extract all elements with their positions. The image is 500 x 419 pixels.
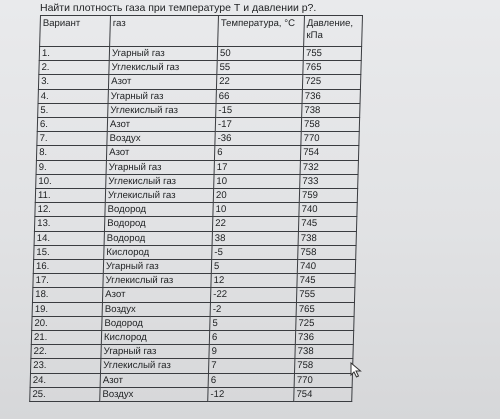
cell-gas: Азот xyxy=(108,75,216,89)
cell-gas: Азот xyxy=(107,118,215,132)
table-row xyxy=(38,103,360,117)
cell-pressure: 755 xyxy=(296,288,354,302)
cell-pressure: 745 xyxy=(297,274,355,288)
cell-pressure: 745 xyxy=(298,217,356,231)
table-row xyxy=(35,203,357,217)
cell-variant: 17. xyxy=(33,274,103,288)
cell-temperature: 10 xyxy=(213,203,299,217)
cell-variant: 23. xyxy=(30,359,100,373)
table-row xyxy=(36,146,358,160)
cell-pressure: 759 xyxy=(299,189,357,203)
cell-temperature: 6 xyxy=(208,373,294,387)
cell-temperature: -22 xyxy=(210,288,296,302)
cell-temperature: 5 xyxy=(210,316,296,330)
cell-temperature: 22 xyxy=(212,217,298,231)
table-header-row xyxy=(40,16,363,47)
cell-gas: Воздух xyxy=(102,302,210,316)
table-row xyxy=(31,345,353,359)
header-pressure: Давление, кПа xyxy=(304,16,363,47)
cell-gas: Азот xyxy=(106,146,214,160)
cell-temperature: 22 xyxy=(216,75,302,89)
cell-variant: 13. xyxy=(34,217,104,231)
cell-temperature: 20 xyxy=(213,189,299,203)
cell-variant: 15. xyxy=(34,245,104,259)
cell-gas: Водород xyxy=(104,217,212,231)
cell-gas: Воздух xyxy=(100,387,208,401)
cell-variant: 7. xyxy=(37,132,107,146)
table-row xyxy=(37,132,359,146)
cell-gas: Углекислый газ xyxy=(106,174,214,188)
cell-pressure: 733 xyxy=(300,174,358,188)
cell-pressure: 738 xyxy=(302,103,360,117)
cell-variant: 12. xyxy=(35,203,105,217)
cell-pressure: 758 xyxy=(301,118,359,132)
table-row xyxy=(33,260,355,274)
table-row xyxy=(30,359,352,373)
table-row xyxy=(32,302,354,316)
cell-gas: Водород xyxy=(102,316,210,330)
cell-temperature: -17 xyxy=(215,118,301,132)
cell-gas: Угарный газ xyxy=(101,345,209,359)
cell-gas: Кислород xyxy=(104,245,212,259)
cell-pressure: 736 xyxy=(295,331,353,345)
cell-pressure: 725 xyxy=(302,75,360,89)
cell-gas: Воздух xyxy=(107,132,215,146)
cell-temperature: -36 xyxy=(215,132,301,146)
cell-pressure: 732 xyxy=(300,160,358,174)
cell-pressure: 765 xyxy=(303,61,361,75)
table-row xyxy=(38,75,360,89)
cell-gas: Углекислый газ xyxy=(108,103,216,117)
table-row xyxy=(31,331,353,345)
cell-gas: Азот xyxy=(100,373,208,387)
cell-variant: 3. xyxy=(38,75,108,89)
table-row xyxy=(32,316,354,330)
cell-variant: 21. xyxy=(31,331,101,345)
table-row xyxy=(39,47,361,61)
cell-temperature: 66 xyxy=(216,89,302,103)
table-row xyxy=(34,217,356,231)
header-gas: газ xyxy=(110,16,219,47)
cell-temperature: 17 xyxy=(214,160,300,174)
table-row xyxy=(32,288,354,302)
cell-pressure: 758 xyxy=(298,245,356,259)
cell-variant: 5. xyxy=(38,103,108,117)
cell-temperature: -12 xyxy=(208,387,294,401)
cell-gas: Кислород xyxy=(101,331,209,345)
cell-variant: 24. xyxy=(30,373,100,387)
table-row xyxy=(33,274,355,288)
cell-gas: Водород xyxy=(105,203,213,217)
cell-gas: Угарный газ xyxy=(109,47,217,61)
cell-variant: 16. xyxy=(33,260,103,274)
cell-variant: 19. xyxy=(32,302,102,316)
cell-variant: 1. xyxy=(39,47,109,61)
cell-variant: 20. xyxy=(32,316,102,330)
cell-variant: 10. xyxy=(36,174,106,188)
cell-pressure: 738 xyxy=(298,231,356,245)
mouse-pointer-icon xyxy=(350,362,364,378)
cell-gas: Углекислый газ xyxy=(103,274,211,288)
cell-gas: Углекислый газ xyxy=(109,61,217,75)
cell-temperature: 6 xyxy=(214,146,300,160)
cell-pressure: 754 xyxy=(294,387,352,401)
table-row xyxy=(35,189,357,203)
cell-temperature: 38 xyxy=(212,231,298,245)
cell-variant: 25. xyxy=(30,387,100,401)
cell-pressure: 738 xyxy=(295,345,353,359)
cell-temperature: 12 xyxy=(211,274,297,288)
cell-pressure: 740 xyxy=(299,203,357,217)
table-row xyxy=(36,174,358,188)
cell-temperature: 5 xyxy=(211,260,297,274)
cell-variant: 14. xyxy=(34,231,104,245)
cell-gas: Водород xyxy=(104,231,212,245)
cell-variant: 6. xyxy=(37,118,107,132)
cell-pressure: 758 xyxy=(294,359,352,373)
task-heading: Найти плотность газа при температуре Т и давлении р?. xyxy=(40,2,317,14)
cell-gas: Угарный газ xyxy=(106,160,214,174)
table-row xyxy=(38,89,360,103)
cell-temperature: 6 xyxy=(209,331,295,345)
cell-pressure: 765 xyxy=(296,302,354,316)
cell-temperature: -15 xyxy=(216,103,302,117)
cell-pressure: 725 xyxy=(296,316,354,330)
cell-gas: Азот xyxy=(102,288,210,302)
cell-pressure: 770 xyxy=(294,373,352,387)
cell-gas: Угарный газ xyxy=(108,89,216,103)
cell-temperature: -5 xyxy=(212,245,298,259)
cell-temperature: -2 xyxy=(210,302,296,316)
cell-gas: Углекислый газ xyxy=(100,359,208,373)
cell-temperature: 55 xyxy=(217,61,303,75)
cell-variant: 4. xyxy=(38,89,108,103)
cell-variant: 11. xyxy=(35,189,105,203)
cell-temperature: 9 xyxy=(209,345,295,359)
table-row xyxy=(36,160,358,174)
cell-temperature: 10 xyxy=(214,174,300,188)
header-variant: Вариант xyxy=(40,16,111,47)
table-row xyxy=(34,231,356,245)
cell-temperature: 50 xyxy=(217,47,303,61)
cell-temperature: 7 xyxy=(208,359,294,373)
cell-gas: Углекислый газ xyxy=(105,189,213,203)
cell-pressure: 754 xyxy=(300,146,358,160)
gas-data-table xyxy=(29,15,363,402)
cell-pressure: 740 xyxy=(297,260,355,274)
cell-gas: Угарный газ xyxy=(103,260,211,274)
cell-pressure: 736 xyxy=(302,89,360,103)
cell-variant: 22. xyxy=(31,345,101,359)
cell-variant: 2. xyxy=(39,61,109,75)
table-row xyxy=(34,245,356,259)
table-row xyxy=(30,373,352,387)
header-temperature: Температура, °С xyxy=(218,16,305,47)
cell-variant: 18. xyxy=(32,288,102,302)
table-row xyxy=(37,118,359,132)
cell-pressure: 755 xyxy=(303,47,361,61)
cell-variant: 8. xyxy=(36,146,106,160)
table-row xyxy=(39,61,361,75)
cell-variant: 9. xyxy=(36,160,106,174)
table-row xyxy=(30,387,352,401)
cell-pressure: 770 xyxy=(301,132,359,146)
